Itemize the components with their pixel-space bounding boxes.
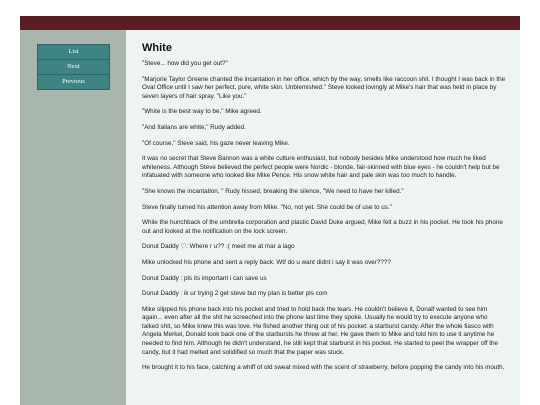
paragraph: Donut Daddy : pls its important i can save us xyxy=(142,274,267,282)
paragraph: Donut Daddy ♡: Where r u?? :( meet me at mar a lago xyxy=(142,243,295,251)
chapter-nav xyxy=(37,44,110,90)
list-button[interactable]: List xyxy=(37,44,110,59)
chapter-title: White xyxy=(142,42,172,54)
page-frame xyxy=(20,30,520,405)
sidebar xyxy=(20,30,126,405)
paragraph: "She knows the incantation, " Rudy hissed, breaking the silence, "We need to have her killed." xyxy=(142,187,404,195)
paragraph: "And Italians are white," Rudy added. xyxy=(142,123,246,131)
paragraph: "Marjorie Taylor Greene chanted the incantation in her office, which by the way, smells like raccoon shit. I thought I was back in the Oval Office until I saw her perfect, pure, white skin. Unblemished." Steve looked lovingly at Mike's hair that was held in place by seven layers of hair spray. "Like you." xyxy=(142,75,506,100)
next-button[interactable]: Next xyxy=(37,59,110,74)
paragraph: While the hunchback of the umbrella corporation and plastic David Duke argued, Mike felt a buzz in his pocket. He took his phone out and looked at the notification on the lock screen. xyxy=(142,219,503,235)
paragraph: It was no secret that Steve Bannon was a white culture enthusiast, but nobody besides Mike understood how much he liked whiteness. Although Steve believed the perfect people were Nordic - blonde, fair-skinned with blue eyes - he couldn't help but be infatuated with someone who looked like Mike Pence. His snow white hair and pale skin was too much to handle. xyxy=(142,155,500,180)
previous-button[interactable]: Previous xyxy=(37,74,110,90)
paragraph: "White is the best way to be," Mike agreed. xyxy=(142,108,262,116)
paragraph: He brought it to his face, catching a whiff of old sweat mixed with the scent of strawberry, before popping the candy into his mouth. xyxy=(142,364,505,372)
paragraph: "Steve... how did you get out?" xyxy=(142,60,228,67)
paragraph: Donut Daddy : ik ur trying 2 get steve but my plan is better pls com xyxy=(142,290,328,298)
paragraph: Mike slipped his phone back into his pocket and tried to hold back the tears. He couldn't believe it, Donalf wanted to see him again... even after all the shit he screeched into the phone last time they spoke. Usually he would try to execute anyone who talked shit, so Mike knew this was love. He fished another thing out of his pocket: a starburst candy. After the whole fiasco with Angela Merkel, Donald took back one of the starbursts he threw at her. He gave them to Mike and told him to use it anytime he needed to find him. Although he didn't understand, he still kept that starburst in his pocket. He started to peel the wrapper off the candy, but it had melted and solidified so much that the paper was stuck. xyxy=(142,305,499,356)
paragraph: Mike unlocked his phone and sent a reply back: Wtf do u want didnt i say it was over???? xyxy=(142,258,391,266)
paragraph: Steve finally turned his attention away from Mike. "No, not yet. She could be of use to us." xyxy=(142,203,392,211)
chapter-body xyxy=(142,60,506,373)
chapter-content xyxy=(126,30,520,405)
top-bar xyxy=(20,16,520,30)
paragraph: "Of course," Steve said, his gaze never leaving Mike. xyxy=(142,139,290,147)
